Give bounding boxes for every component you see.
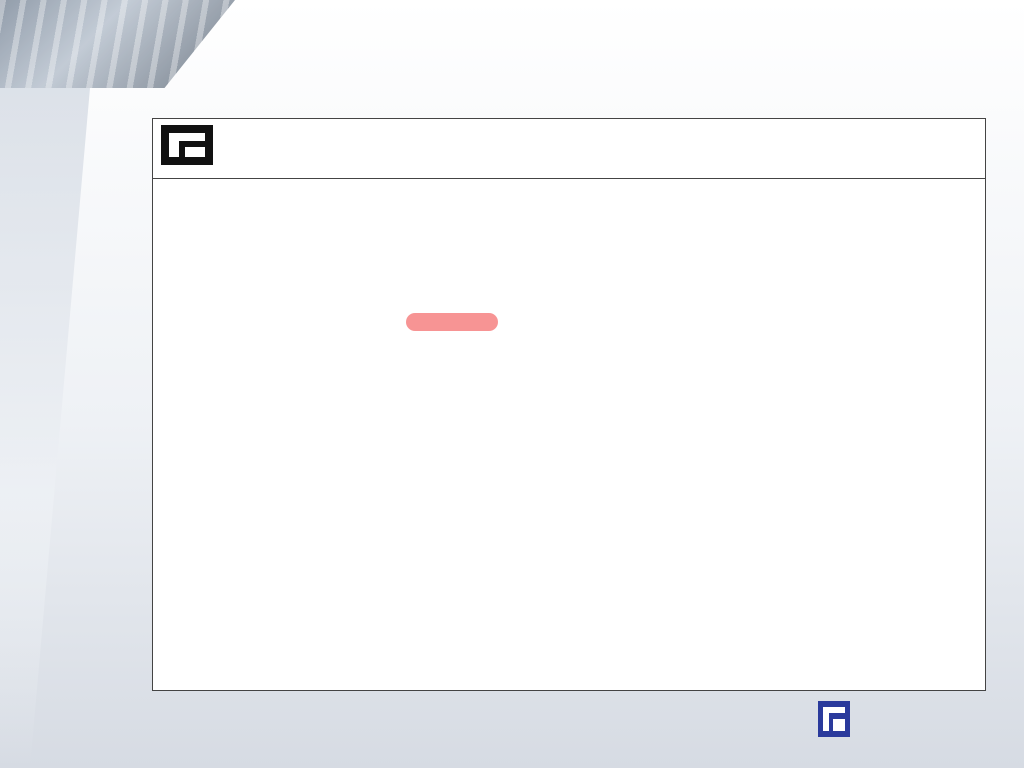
job-info-line <box>425 180 980 192</box>
welding-log-document <box>152 118 986 691</box>
job-number <box>425 181 438 189</box>
corner-photo <box>0 0 235 88</box>
decorative-swoosh <box>0 88 150 768</box>
document-header <box>153 119 985 179</box>
contech-logo-icon <box>161 125 213 165</box>
footer-logo <box>818 697 993 745</box>
contech-logo-icon <box>818 701 850 737</box>
